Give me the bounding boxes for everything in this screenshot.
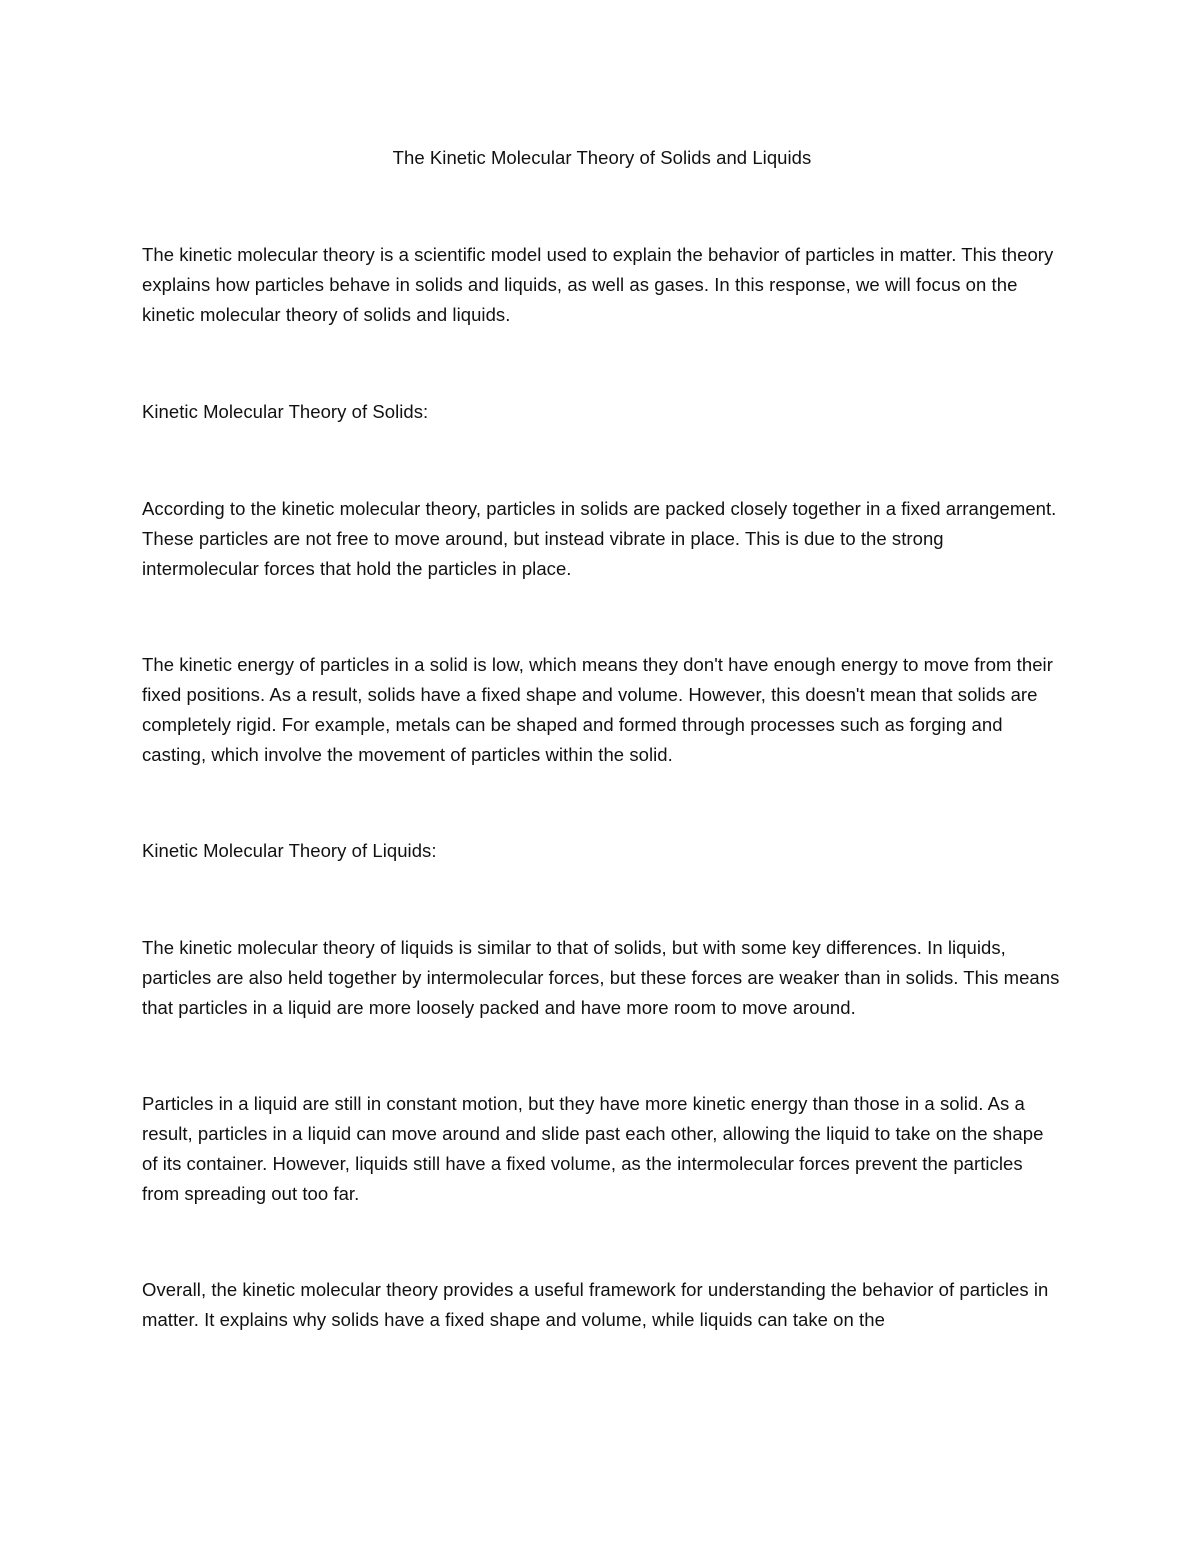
intro-paragraph: The kinetic molecular theory is a scientific model used to explain the behavior of particles in matter. This theory explains how particles behave in solids and liquids, as well as gases. In this response, we will focus on the kinetic molecular theory of solids and liquids. [142,244,1054,325]
liquids-paragraph-1: The kinetic molecular theory of liquids is similar to that of solids, but with some key differences. In liquids, particles are also held together by intermolecular forces, but these forces are weaker than in solids. This means that particles in a liquid are more loosely packed and have more room to move around. [142,937,1060,1018]
document-title: The Kinetic Molecular Theory of Solids and Liquids [392,147,812,168]
conclusion-paragraph: Overall, the kinetic molecular theory provides a useful framework for understanding the behavior of particles in matter. It explains why solids have a fixed shape and volume, while liquids can take on the [142,1279,1049,1330]
liquids-paragraph-2: Particles in a liquid are still in constant motion, but they have more kinetic energy than those in a solid. As a result, particles in a liquid can move around and slide past each other, allowing the liquid to take on the shape of its container. However, liquids still have a fixed volume, as the intermolecular forces prevent the particles from spreading out too far. [142,1093,1044,1204]
solids-paragraph-1: According to the kinetic molecular theory, particles in solids are packed closely together in a fixed arrangement. These particles are not free to move around, but instead vibrate in place. This is due to the strong intermolecular forces that hold the particles in place. [142,498,1057,579]
solids-paragraph-2: The kinetic energy of particles in a solid is low, which means they don't have enough energy to move from their fixed positions. As a result, solids have a fixed shape and volume. However, this doesn't mean that solids are completely rigid. For example, metals can be shaped and formed through processes such as forging and casting, which involve the movement of particles within the solid. [142,654,1053,765]
document-body [142,143,1062,1335]
liquids-heading: Kinetic Molecular Theory of Liquids: [142,840,437,861]
solids-heading: Kinetic Molecular Theory of Solids: [142,401,429,422]
